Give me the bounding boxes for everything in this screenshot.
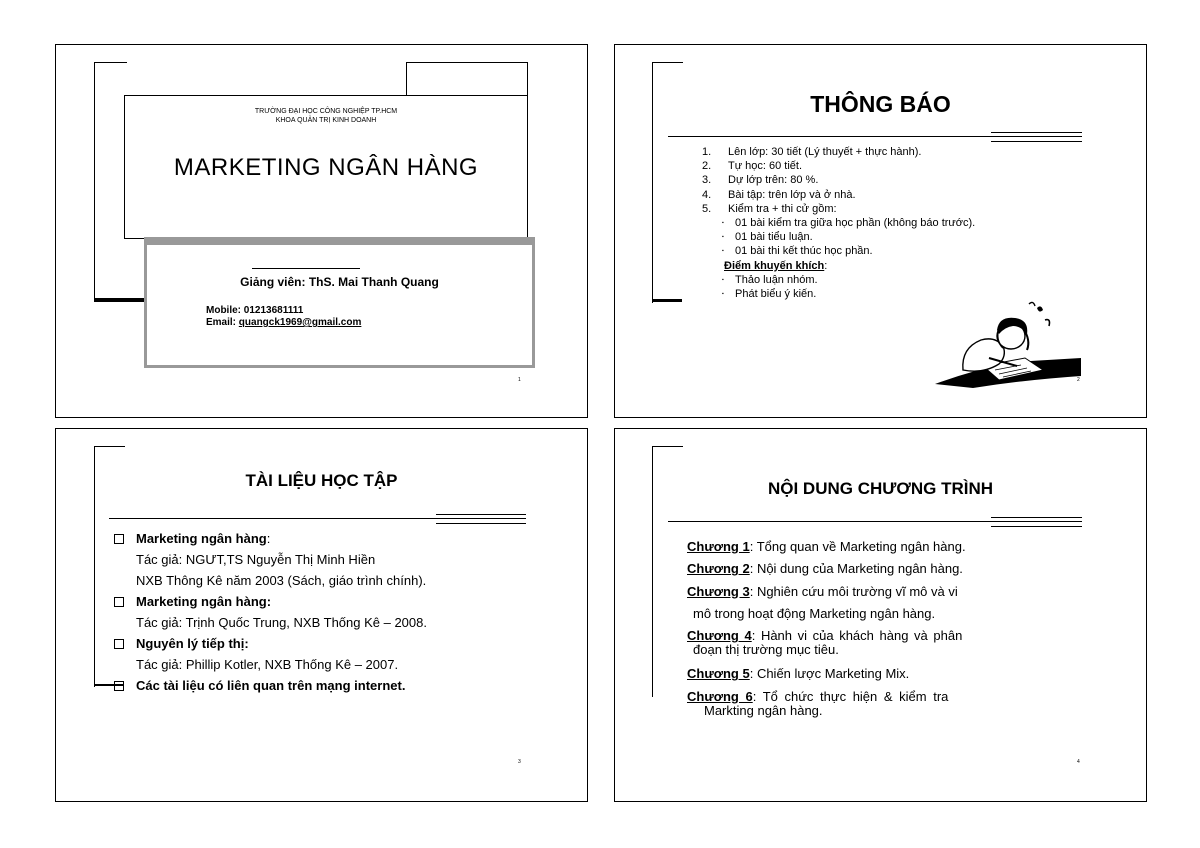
slide-2	[614, 44, 1147, 418]
decor-frame-right	[406, 62, 528, 95]
list-item: 4. Bài tập: trên lớp và ở nhà.	[702, 188, 856, 201]
slide-title: NỘI DUNG CHƯƠNG TRÌNH	[767, 479, 994, 498]
list-item: Marketing ngân hàng:	[114, 528, 427, 549]
sub-item: ▪ 01 bài tiểu luận.	[702, 230, 975, 244]
list-item-detail: NXB Thông Kê năm 2003 (Sách, giáo trình chính).	[136, 573, 427, 588]
list-item-cont: Markting ngân hàng.	[704, 703, 823, 719]
chapter-list	[687, 536, 966, 718]
student-writing-clipart	[933, 300, 1083, 390]
mobile-number: Mobile: 01213681111	[206, 305, 304, 316]
list-item-detail: Tác giả: Phillip Kotler, NXB Thống Kê – 2007.	[136, 657, 399, 672]
email-label: Email:	[206, 317, 239, 328]
decor-double-bar	[991, 132, 1082, 142]
email-line	[206, 317, 361, 328]
list-item-detail: Tác giả: NGƯT,TS Nguyễn Thị Minh Hiền	[136, 552, 376, 567]
slide-4	[614, 428, 1147, 802]
list-item: 1. Lên lớp: 30 tiết (Lý thuyết + thực hành).	[702, 146, 922, 158]
sub-item: ▪ 01 bài thi kết thúc học phần.	[702, 244, 975, 258]
list-item: Marketing ngân hàng:	[114, 591, 427, 612]
list-item: Chương 5: Chiến lược Marketing Mix.	[687, 666, 910, 682]
list-item-cont: mô trong hoạt động Marketing ngân hàng.	[693, 605, 936, 621]
list-item: Nguyên lý tiếp thị:	[114, 633, 427, 654]
lecturer-box	[144, 237, 535, 368]
divider	[252, 268, 360, 269]
slide-title: TÀI LIỆU HỌC TẬP	[245, 471, 398, 490]
page-number: 3	[518, 759, 521, 765]
bonus-heading: Điểm khuyến khích:	[724, 259, 828, 272]
slide-title: THÔNG BÁO	[810, 91, 951, 117]
list-item-detail: Tác giả: Trịnh Quốc Trung, NXB Thống Kê – 2008.	[136, 615, 427, 630]
faculty-name: KHOA QUẢN TRỊ KINH DOANH	[275, 117, 377, 124]
slide-3	[55, 428, 588, 802]
university-name: TRƯỜNG ĐẠI HỌC CÔNG NGHIỆP TP.HCM	[254, 108, 398, 115]
page-number: 4	[1077, 759, 1080, 765]
list-item: Chương 6: Tổ chức thực hiện & kiểm tra	[687, 688, 949, 704]
course-title: MARKETING NGÂN HÀNG	[173, 154, 479, 181]
decor-bar-left	[652, 299, 682, 302]
list-item-cont: đoạn thị trường mục tiêu.	[693, 642, 839, 658]
decor-frame-left	[94, 62, 127, 302]
list-item: 3. Dự lớp trên: 80 %.	[702, 174, 819, 187]
decor-double-bar	[991, 517, 1082, 527]
list-item: Chương 3: Nghiên cứu môi trường vĩ mô và vi	[687, 583, 958, 599]
list-item: 2. Tự học: 60 tiết.	[702, 160, 803, 173]
list-item: Các tài liệu có liên quan trên mạng internet.	[114, 675, 427, 696]
email-link[interactable]: quangck1969@gmail.com	[238, 317, 362, 328]
page-number: 2	[1077, 377, 1080, 383]
decor-double-bar	[436, 514, 526, 524]
list-item: Chương 2: Nội dung của Marketing ngân hàng.	[687, 561, 963, 577]
list-item: 5. Kiểm tra + thi cử gồm:	[702, 202, 837, 215]
sub-item: ▪ Phát biểu ý kiến.	[702, 287, 975, 301]
list-item: Chương 1: Tổng quan về Marketing ngân hàng.	[687, 539, 966, 554]
notice-list	[702, 145, 975, 301]
lecturer-name: Giảng viên: ThS. Mai Thanh Quang	[240, 275, 439, 289]
title-box	[124, 95, 528, 239]
sub-item: ▪ Thảo luận nhóm.	[702, 273, 975, 287]
slide-1	[55, 44, 588, 418]
reference-list	[114, 528, 427, 696]
page-number: 1	[518, 377, 521, 383]
sub-item: ▪ 01 bài kiểm tra giữa học phần (không báo trước).	[702, 216, 975, 230]
list-item: Chương 4: Hành vi của khách hàng và phân	[687, 628, 963, 644]
institution-header	[125, 107, 527, 125]
